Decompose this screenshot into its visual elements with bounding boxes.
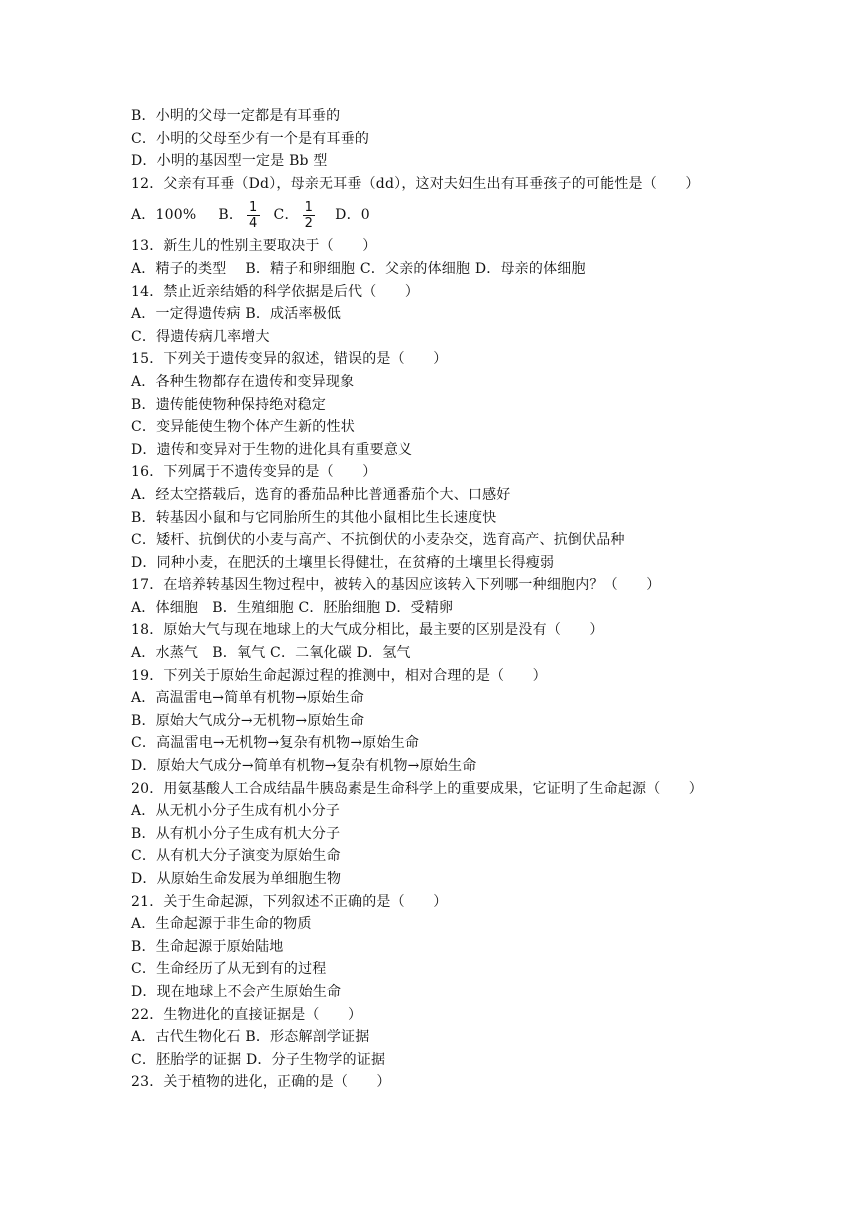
option-c-label: C． xyxy=(273,207,299,224)
options-line: A．高温雷电→简单有机物→原始生命 xyxy=(131,690,364,707)
options-line: D．遗传和变异对于生物的进化具有重要意义 xyxy=(131,441,413,458)
question-12-stem: 12．父亲有耳垂（Dd），母亲无耳垂（dd），这对夫妇生出有耳垂孩子的可能性是（ ） xyxy=(131,175,700,192)
fraction-one-quarter: $\frac{1}{4}$ xyxy=(249,199,258,231)
options-line: B．原始大气成分→无机物→原始生命 xyxy=(131,712,365,729)
options-line: D．原始大气成分→简单有机物→复杂有机物→原始生命 xyxy=(131,758,477,775)
options-line: A．古代生物化石 B．形态解剖学证据 xyxy=(131,1029,370,1046)
options-line: B．转基因小鼠和与它同胎所生的其他小鼠相比生长速度快 xyxy=(131,509,497,526)
question-16-stem: 16．下列属于不遗传变异的是（ ） xyxy=(131,464,377,481)
options-line: C．矮杆、抗倒伏的小麦与高产、不抗倒伏的小麦杂交，选育高产、抗倒伏品种 xyxy=(131,532,625,549)
options-line: D．现在地球上不会产生原始生命 xyxy=(131,983,342,1000)
question-19-stem: 19．下列关于原始生命起源过程的推测中，相对合理的是（ ） xyxy=(131,667,547,684)
options-line: C．得遗传病几率增大 xyxy=(131,328,270,345)
options-line: A．一定得遗传病 B．成活率极低 xyxy=(131,306,342,323)
options-line: A．水蒸气 B．氧气 C．二氧化碳 D．氢气 xyxy=(131,645,411,662)
text-line: D．小明的基因型一定是 Bb 型 xyxy=(131,153,328,170)
options-line: B．生命起源于原始陆地 xyxy=(131,938,284,955)
options-line: A．精子的类型 B．精子和卵细胞 C．父亲的体细胞 D．母亲的体细胞 xyxy=(131,260,586,277)
options-line: A．经太空搭载后，选育的番茄品种比普通番茄个大、口感好 xyxy=(131,486,511,503)
options-line: A．体细胞 B．生殖细胞 C．胚胎细胞 D．受精卵 xyxy=(131,599,454,616)
options-line: A．从无机小分子生成有机小分子 xyxy=(131,803,341,820)
options-line: C．生命经历了从无到有的过程 xyxy=(131,961,327,978)
text-line: C．小明的父母至少有一个是有耳垂的 xyxy=(131,130,370,147)
options-line: C．变异能使生物个体产生新的性状 xyxy=(131,419,355,436)
question-23-stem: 23．关于植物的进化，正确的是（ ） xyxy=(131,1074,391,1091)
question-14-stem: 14．禁止近亲结婚的科学依据是后代（ ） xyxy=(131,283,420,300)
options-line: C．从有机大分子演变为原始生命 xyxy=(131,848,341,865)
option-a: A．100% xyxy=(131,207,197,224)
option-d: D．0 xyxy=(335,207,370,224)
question-17-stem: 17．在培养转基因生物过程中，被转入的基因应该转入下列哪一种细胞内？（ ） xyxy=(131,577,661,594)
options-line: A．生命起源于非生命的物质 xyxy=(131,916,312,933)
question-text xyxy=(131,105,771,1094)
question-13-stem: 13．新生儿的性别主要取决于（ ） xyxy=(131,238,377,255)
options-line: D．从原始生命发展为单细胞生物 xyxy=(131,871,342,887)
text-line: B．小明的父母一定都是有耳垂的 xyxy=(131,108,341,124)
options-line: C．胚胎学的证据 D．分子生物学的证据 xyxy=(131,1051,386,1068)
options-line: B．遗传能使物种保持绝对稳定 xyxy=(131,396,327,413)
question-22-stem: 22．生物进化的直接证据是（ ） xyxy=(131,1006,363,1023)
options-line: D．同种小麦，在肥沃的土壤里长得健壮，在贫瘠的土壤里长得瘦弱 xyxy=(131,554,555,571)
question-12-options xyxy=(131,195,771,235)
option-b-label: B． xyxy=(218,207,244,224)
options-line: B．从有机小分子生成有机大分子 xyxy=(131,825,341,842)
options-line: C．高温雷电→无机物→复杂有机物→原始生命 xyxy=(131,735,420,752)
question-21-stem: 21．关于生命起源，下列叙述不正确的是（ ） xyxy=(131,893,448,910)
fraction-one-half: $\frac{1}{2}$ xyxy=(304,199,314,231)
question-15-stem: 15．下列关于遗传变异的叙述，错误的是（ ） xyxy=(131,351,448,368)
question-20-stem: 20．用氨基酸人工合成结晶牛胰岛素是生命科学上的重要成果，它证明了生命起源（ ） xyxy=(131,780,704,797)
options-line: A．各种生物都存在遗传和变异现象 xyxy=(131,373,355,390)
question-18-stem: 18．原始大气与现在地球上的大气成分相比，最主要的区别是没有（ ） xyxy=(131,622,604,639)
